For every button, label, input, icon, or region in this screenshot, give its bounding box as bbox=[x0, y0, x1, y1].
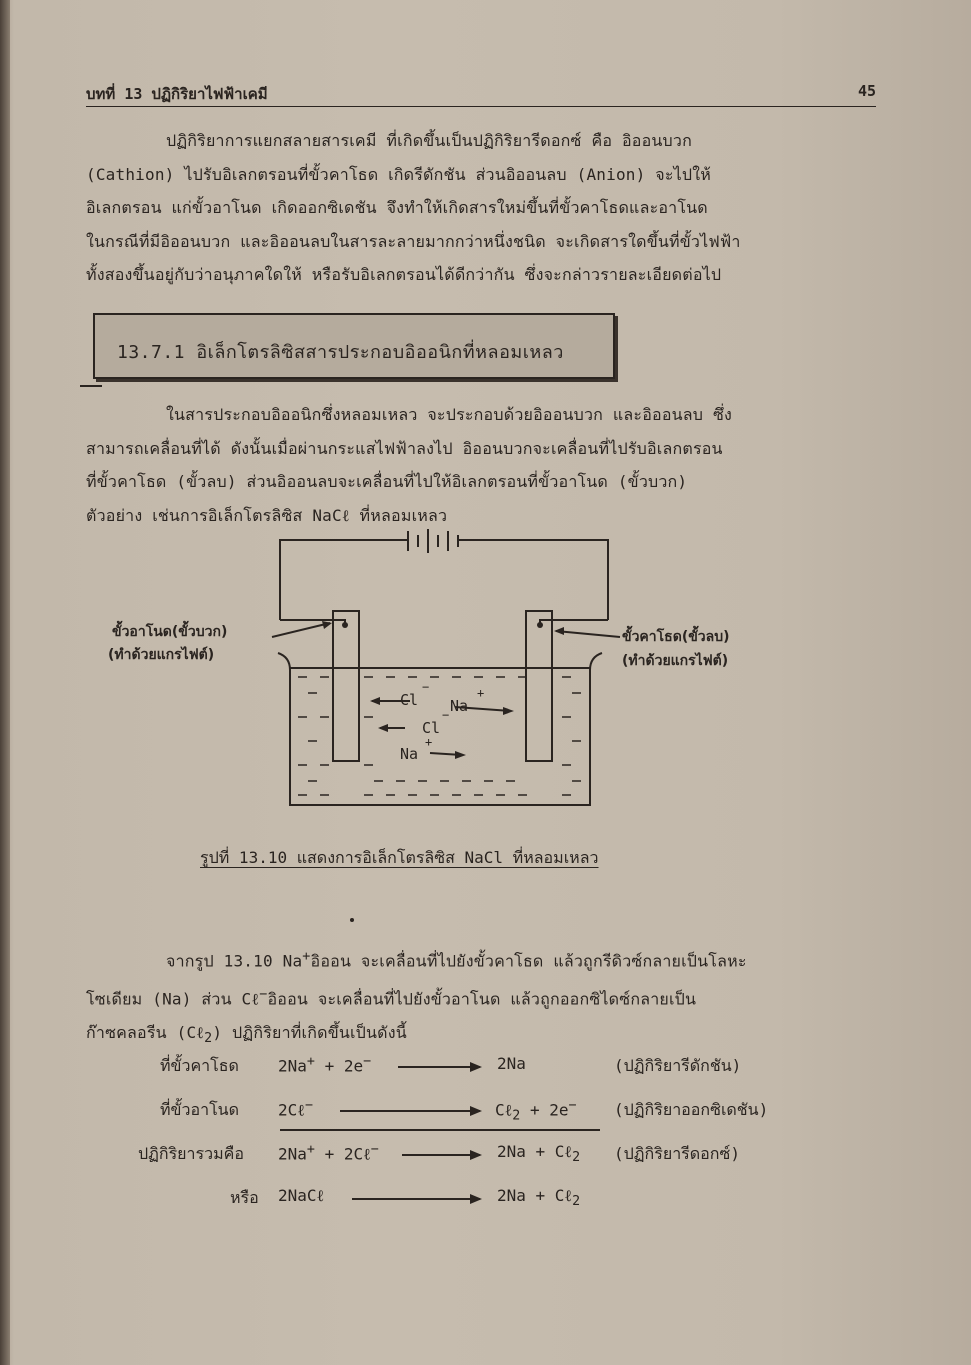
ion-charge: − bbox=[442, 708, 450, 722]
equation-label: ที่ขั้วคาโธด bbox=[160, 1056, 239, 1075]
cathode-material: (ทำด้วยแกรไฟต์) bbox=[622, 653, 729, 669]
body-line: ที่ขั้วคาโธด (ขั้วลบ) ส่วนอิออนลบจะเคลื่อนที่ไปให้อิเลกตรอนที่ขั้วอาโนด (ขั้วบวก) bbox=[86, 472, 688, 491]
ion-cl-label: Cl bbox=[400, 691, 419, 709]
equation-rhs: Cℓ$_2$ + 2e− bbox=[495, 1098, 577, 1124]
intro-line: อิเลกตรอน แก่ขั้วอาโนด เกิดออกซิเดชัน จึงทำให้เกิดสารใหม่ขึ้นที่ขั้วคาโธดและอาโนด bbox=[86, 198, 708, 217]
section-heading-box bbox=[93, 313, 615, 379]
margin-mark bbox=[80, 385, 102, 387]
page-number: 45 bbox=[857, 82, 876, 100]
figure-caption: รูปที่ 13.10 แสดงการอิเล็กโตรลิซิส NaCl ที่หลอมเหลว bbox=[200, 848, 599, 867]
intro-line: ปฏิกิริยาการแยกสลายสารเคมี ที่เกิดขึ้นเป็นปฏิกิริยารีดอกซ์ คือ อิออนบวก bbox=[166, 131, 692, 150]
anode-label: ขั้วอาโนด(ขั้วบวก) bbox=[112, 624, 228, 640]
intro-paragraph bbox=[86, 124, 878, 292]
reaction-arrow bbox=[340, 1110, 480, 1112]
equation-note: (ปฏิกิริยารีดอกซ์) bbox=[614, 1144, 740, 1163]
equation-rhs: 2Na bbox=[497, 1054, 526, 1073]
ion-cl-label: Cl bbox=[422, 719, 441, 737]
equation-lhs: 2Na+ + 2Cℓ− bbox=[278, 1142, 379, 1164]
sum-rule bbox=[280, 1129, 600, 1131]
arrowhead bbox=[503, 707, 514, 715]
electrolysis-diagram bbox=[100, 525, 800, 815]
chapter-title: บทที่ 13 ปฏิกิริยาไฟฟ้าเคมี bbox=[86, 85, 268, 103]
book-spine bbox=[0, 0, 10, 1365]
ion-na-label: Na bbox=[400, 745, 419, 763]
arrowhead bbox=[554, 627, 564, 635]
reaction-arrow bbox=[398, 1066, 480, 1068]
explain-line: โซเดียม (Na) ส่วน Cℓ−อิออน จะเคลื่อนที่ไปยังขั้วอาโนด แล้วถูกออกซิไดซ์กลายเป็น bbox=[86, 986, 697, 1009]
body-line: ในสารประกอบอิออนิกซึ่งหลอมเหลว จะประกอบด้วยอิออนบวก และอิออนลบ ซึ่ง bbox=[166, 405, 733, 424]
ion-charge: + bbox=[477, 686, 485, 700]
equation-label: หรือ bbox=[230, 1188, 259, 1207]
equation-rhs: 2Na + Cℓ$_2$ bbox=[497, 1142, 581, 1166]
equation-lhs: 2NaCℓ bbox=[278, 1186, 325, 1205]
arrowhead bbox=[455, 751, 466, 759]
arrowhead bbox=[322, 621, 332, 629]
explain-line: จากรูป 13.10 Na+อิออน จะเคลื่อนที่ไปยังขั้วคาโธด แล้วถูกรีดิวซ์กลายเป็นโลหะ bbox=[166, 949, 747, 971]
anode-electrode bbox=[333, 611, 359, 761]
intro-line: ทั้งสองขึ้นอยู่กับว่าอนุภาคใดให้ หรือรับอิเลกตรอนได้ดีกว่ากัน ซึ่งจะกล่าวรายละเอียดต่อไป bbox=[86, 265, 722, 284]
cathode-electrode bbox=[526, 611, 552, 761]
speck bbox=[350, 918, 354, 922]
explanation-paragraph bbox=[86, 940, 878, 1055]
equation-label: ปฏิกิริยารวมคือ bbox=[138, 1144, 244, 1163]
equation-note: (ปฏิกิริยาออกซิเดชัน) bbox=[614, 1100, 769, 1119]
ion-na-label: Na bbox=[450, 697, 469, 715]
reaction-arrow bbox=[352, 1198, 480, 1200]
cathode-terminal bbox=[537, 622, 543, 628]
section-heading: 13.7.1 อิเล็กโตรลิซิสสารประกอบอิออนิกที่หลอมเหลว bbox=[117, 342, 564, 363]
ion-charge: − bbox=[422, 680, 430, 694]
wire-right bbox=[458, 540, 608, 620]
equation-rhs: 2Na + Cℓ$_2$ bbox=[497, 1186, 581, 1210]
body-paragraph bbox=[86, 398, 878, 532]
intro-line: ในกรณีที่มีอิออนบวก และอิออนลบในสารละลายมากกว่าหนึ่งชนิด จะเกิดสารใดขึ้นที่ขั้วไฟฟ้า bbox=[86, 231, 741, 251]
reaction-arrow bbox=[402, 1154, 480, 1156]
ion-charge: + bbox=[425, 735, 433, 749]
body-line: ตัวอย่าง เช่นการอิเล็กโตรลิซิส NaCℓ ที่หลอมเหลว bbox=[86, 505, 448, 525]
equation-note: (ปฏิกิริยารีดักชัน) bbox=[614, 1056, 742, 1075]
anode-pointer bbox=[272, 623, 330, 637]
explain-line: ก๊าซคลอรีน (Cℓ$_2$) ปฏิกิริยาที่เกิดขึ้นเป็นดังนี้ bbox=[86, 1022, 407, 1046]
equation-label: ที่ขั้วอาโนด bbox=[160, 1100, 239, 1119]
arrowhead bbox=[370, 697, 380, 705]
equation-lhs: 2Cℓ− bbox=[278, 1098, 313, 1120]
anode-wire bbox=[280, 620, 345, 625]
anode-terminal bbox=[342, 622, 348, 628]
cathode-label: ขั้วคาโธด(ขั้วลบ) bbox=[622, 629, 730, 645]
intro-line: (Cathion) ไปรับอิเลกตรอนที่ขั้วคาโธด เกิดรีดักชัน ส่วนอิออนลบ (Anion) จะไปให้ bbox=[86, 164, 712, 184]
anode-material: (ทำด้วยแกรไฟต์) bbox=[108, 647, 215, 663]
body-line: สามารถเคลื่อนที่ได้ ดังนั้นเมื่อผ่านกระแสไฟฟ้าลงไป อิออนบวกจะเคลื่อนที่ไปรับอิเลกตรอน bbox=[86, 438, 723, 458]
cathode-wire bbox=[540, 620, 608, 625]
equation-lhs: 2Na+ + 2e− bbox=[278, 1054, 372, 1076]
arrowhead bbox=[378, 724, 388, 732]
page-header bbox=[86, 82, 876, 107]
cathode-pointer bbox=[556, 631, 620, 637]
wire-left bbox=[280, 540, 408, 620]
